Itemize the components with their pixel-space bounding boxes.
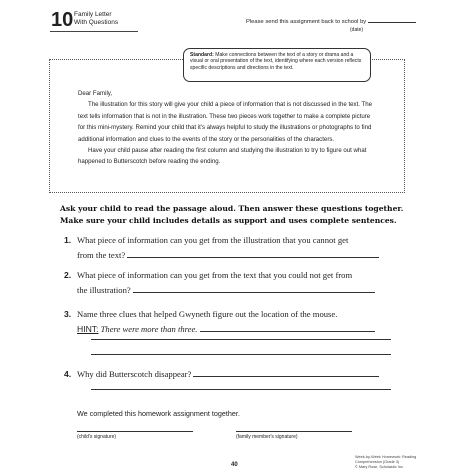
question-2-text: What piece of information can you get from the text that you could not get from: [77, 270, 353, 280]
instructions-line-2: Make sure your child includes details as support and uses complete sentences.: [60, 216, 397, 225]
hint-text: There were more than three.: [100, 324, 198, 334]
standard-label: Standard:: [190, 52, 214, 58]
assignment-number: 10: [51, 9, 74, 31]
family-signature-line[interactable]: [236, 431, 352, 432]
return-date-blank[interactable]: [368, 22, 416, 23]
question-3: [64, 307, 404, 337]
standard-text: Make connections between the text of a story or drama and a visual or oral presentation of the text, identifying where each version reflects specific descriptions and directions in the text.: [190, 52, 362, 71]
question-2: [64, 268, 404, 298]
answer-1-line-1[interactable]: [127, 249, 379, 258]
letter-greeting: Dear Family,: [78, 90, 113, 97]
answer-4-line-2[interactable]: [91, 389, 391, 390]
header-rule: [50, 31, 138, 32]
family-signature-label: (family member's signature): [236, 434, 298, 440]
letter-paragraph-2: Have your child pause after reading the first column and studying the illustration to try to figure out what happened to Butterscotch before reading the ending.: [78, 147, 367, 166]
answer-4-line-1[interactable]: [193, 368, 379, 377]
return-text: Please send this assignment back to school by: [246, 19, 367, 25]
question-1-number: 1.: [64, 235, 72, 245]
date-label: (date): [350, 27, 364, 33]
child-signature-label: (child's signature): [77, 434, 117, 440]
question-1: [64, 233, 404, 263]
question-1-text-cont: from the text?: [77, 250, 126, 260]
question-4-wrapper: [64, 367, 404, 382]
answer-3-line-1[interactable]: [200, 323, 375, 332]
question-4-number: 4.: [64, 369, 72, 379]
return-instruction: [246, 19, 416, 25]
answer-2-line-1[interactable]: [133, 284, 375, 293]
question-2-text-cont: the illustration?: [77, 285, 131, 295]
child-signature-line[interactable]: [77, 431, 193, 432]
credit-line-1: Week-by-Week Homework: Reading Comprehension (Grade 3): [355, 455, 417, 464]
standard-box: [183, 48, 371, 82]
completed-statement: We completed this homework assignment together.: [77, 409, 240, 418]
title-line-1: Family Letter: [74, 11, 112, 18]
hint-label: HINT:: [77, 324, 99, 334]
question-3-number: 3.: [64, 309, 72, 319]
assignment-title: [74, 11, 134, 27]
letter-paragraph-1: The illustration for this story will give your child a piece of information that is not discussed in the text. The text tells information that is not in the illustration. These two pieces work together to make a complete picture for this mini-mystery. Remind your child that it's always helpful to study the illustrations or photographs to find additional information and clues to the events of the story or the personalities of the characters.: [78, 101, 373, 143]
instructions-line-1: Ask your child to read the passage aloud. Then answer these questions together.: [60, 204, 404, 213]
question-1-text: What piece of information can you get from the illustration that you cannot get: [77, 235, 349, 245]
credit-line-2: © Mary Rose, Scholastic Inc.: [355, 465, 404, 469]
page-number: 40: [231, 462, 238, 468]
title-line-2: With Questions: [74, 19, 119, 26]
instructions: [60, 203, 420, 227]
answer-3-line-3[interactable]: [91, 354, 391, 355]
answer-3-line-2[interactable]: [91, 339, 391, 340]
question-3-text: Name three clues that helped Gwyneth figure out the location of the mouse.: [77, 309, 338, 319]
family-letter: [78, 88, 378, 168]
question-2-number: 2.: [64, 270, 72, 280]
credit-line: [355, 455, 435, 470]
question-4-text: Why did Butterscotch disappear?: [77, 369, 194, 379]
